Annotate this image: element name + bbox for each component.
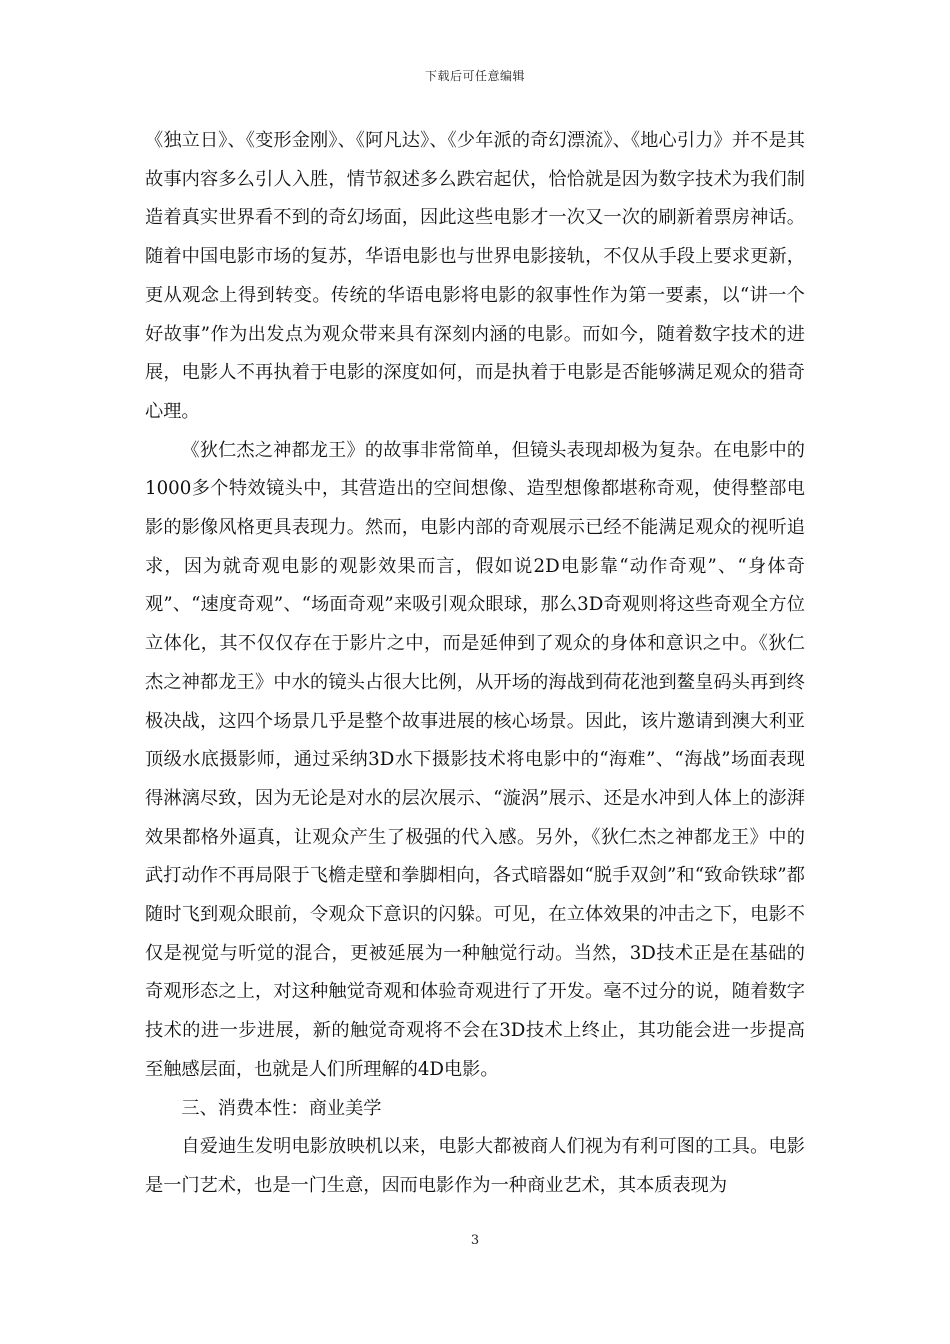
- page-header: 下载后可任意编辑: [424, 69, 525, 83]
- paragraph: 自爱迪生发明电影放映机以来，电影大都被商人们视为有利可图的工具。电影是一门艺术，也是一门生意，因而电影作为一种商业艺术，其本质表现为: [145, 1136, 805, 1196]
- page-number: 3: [470, 1233, 480, 1248]
- section-heading: 三、消费本性：商业美学: [181, 1097, 382, 1119]
- body-text: [145, 122, 805, 1206]
- paragraph: 《独立日》、《变形金刚》、《阿凡达》、《少年派的奇幻漂流》、《地心引力》并不是其故事内容多么引人入胜，情节叙述多么跌宕起伏，恰恰就是因为数字技术为我们制造着真实世界看不到的奇幻场面，因此这些电影才一次又一次的刷新着票房神话。随着中国电影市场的复苏，华语电影也与世界电影接轨，不仅从手段上要求更新，更从观念上得到转变。传统的华语电影将电影的叙事性作为第一要素，以“讲一个好故事”作为出发点为观众带来具有深刻内涵的电影。而如今，随着数字技术的进展，电影人不再执着于电影的深度如何，而是执着于电影是否能够满足观众的猎奇心理。: [145, 130, 805, 422]
- paragraph: 《狄仁杰之神都龙王》的故事非常简单，但镜头表现却极为复杂。在电影中的1000多个特效镜头中，其营造出的空间想像、造型想像都堪称奇观，使得整部电影的影像风格更具表现力。然而，电影内部的奇观展示已经不能满足观众的视听追求，因为就奇观电影的观影效果而言，假如说2D电影靠“动作奇观”、“身体奇观”、“速度奇观”、“场面奇观”来吸引观众眼球，那么3D奇观则将这些奇观全方位立体化，其不仅仅存在于影片之中，而是延伸到了观众的身体和意识之中。《狄仁杰之神都龙王》中水的镜头占很大比例，从开场的海战到荷花池到鳌皇码头再到终极决战，这四个场景几乎是整个故事进展的核心场景。因此，该片邀请到澳大利亚顶级水底摄影师，通过采纳3D水下摄影技术将电影中的“海难”、“海战”场面表现得淋漓尽致，因为无论是对水的层次展示、“漩涡”展示、还是水冲到人体上的澎湃效果都格外逼真，让观众产生了极强的代入感。另外，《狄仁杰之神都龙王》中的武打动作不再局限于飞檐走壁和拳脚相向，各式暗器如“脱手双剑”和“致命铁球”都随时飞到观众眼前，令观众下意识的闪躲。可见，在立体效果的冲击之下，电影不仅是视觉与听觉的混合，更被延展为一种触觉行动。当然，3D技术正是在基础的奇观形态之上，对这种触觉奇观和体验奇观进行了开发。毫不过分的说，随着数字技术的进一步进展，新的触觉奇观将不会在3D技术上终止，其功能会进一步提高至触感层面，也就是人们所理解的4D电影。: [145, 439, 805, 1080]
